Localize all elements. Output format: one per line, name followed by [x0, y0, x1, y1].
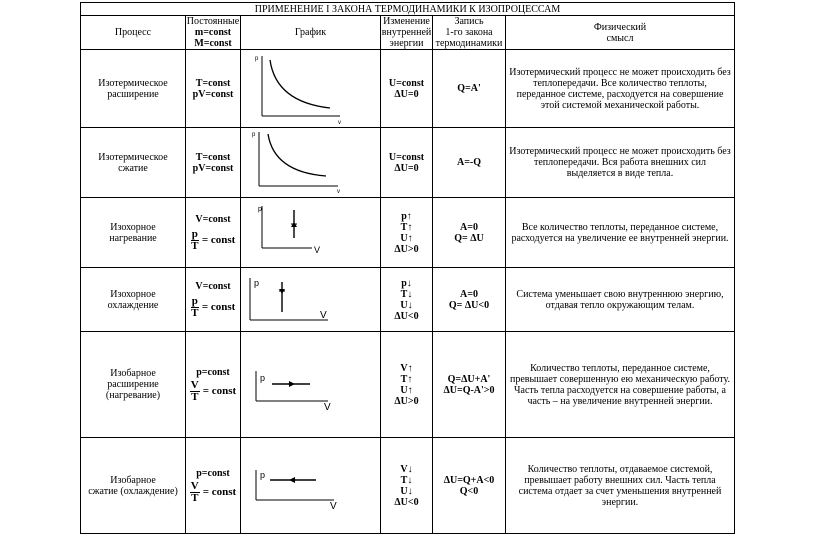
- constant-line: V=const: [195, 280, 231, 292]
- change-line: U↑: [400, 232, 413, 244]
- ratio-denominator: T: [191, 491, 199, 504]
- ratio-numerator: V: [190, 378, 199, 391]
- ratio-formula: [190, 481, 236, 504]
- header-change-line1: Изменение: [383, 16, 430, 27]
- constant-line: T=const: [195, 77, 231, 89]
- isochoric-cooling-graph: [242, 268, 380, 328]
- header-meaning: [506, 16, 735, 50]
- isotherm-expansion-graph: [242, 50, 380, 124]
- law-line: A=-Q: [456, 157, 482, 168]
- header-constants-line1: Постоянные: [186, 16, 240, 27]
- constant-line: V=const: [195, 213, 231, 225]
- process-line: Изохорное: [110, 288, 156, 300]
- change-line: T↑: [400, 373, 413, 385]
- ratio-formula: [191, 229, 236, 252]
- axis-v-label: V: [313, 245, 320, 255]
- header-record-line3: термодинамики: [435, 38, 503, 49]
- table-row: [81, 438, 735, 534]
- law-cell: [433, 128, 506, 198]
- table-row: [81, 50, 735, 128]
- meaning-cell: Изотермический процесс не может происходить без теплопередачи. Все количество теплоты, переданное системе, расходуется на совершение этой системой механической работы.: [506, 50, 735, 128]
- law-line: ΔU=Q-A'>0: [443, 384, 495, 396]
- isochoric-heating-graph: [242, 198, 380, 264]
- change-line: V↑: [400, 362, 413, 374]
- axis-v-label: V: [319, 310, 327, 321]
- header-record: [433, 16, 506, 50]
- change-line: ΔU<0: [394, 496, 419, 508]
- header-change-line3: энергии: [389, 38, 424, 49]
- axis-p-label: p: [259, 373, 265, 383]
- law-line: ΔU=Q+A<0: [443, 474, 495, 486]
- axis-p-label: p: [254, 56, 258, 62]
- process-line: охлаждение: [107, 299, 159, 311]
- process-line: расширение: [107, 379, 159, 390]
- meaning-cell: Количество теплоты, отдаваемое системой, превышает работу внешних сил. Часть тепла системa отдает за счет уменьшения внутренней энергии.: [506, 438, 735, 534]
- constant-line: p=const: [196, 467, 230, 479]
- process-line: сжатие (охлаждение): [88, 485, 178, 497]
- process-line: Изобарное: [110, 368, 156, 379]
- energy-change-cell: [381, 128, 433, 198]
- axis-p-label: p: [251, 132, 255, 138]
- process-cell: [81, 438, 186, 534]
- constant-line: pV=const: [192, 162, 234, 174]
- law-line: A=0: [460, 288, 478, 300]
- header-change-line2: внутренней: [381, 27, 432, 38]
- ratio-denominator: T: [191, 306, 199, 319]
- energy-change-cell: [381, 332, 433, 438]
- change-line: U=const: [388, 77, 425, 89]
- process-cell: [81, 198, 186, 268]
- ratio-rhs: = const: [202, 384, 237, 397]
- axis-p-label: p: [259, 470, 265, 480]
- law-cell: [433, 268, 506, 332]
- axis-v-label: v: [337, 120, 341, 124]
- law-line: Q= ΔU<0: [448, 299, 490, 311]
- process-cell: [81, 128, 186, 198]
- law-cell: [433, 50, 506, 128]
- change-line: U=const: [388, 151, 425, 163]
- change-line: T↓: [400, 474, 413, 486]
- change-line: p↓: [401, 277, 412, 289]
- header-graph: График: [241, 16, 381, 50]
- header-meaning-line1: Физический: [593, 21, 647, 33]
- header-constants-line2: m=const: [194, 27, 232, 38]
- law-cell: [433, 332, 506, 438]
- ratio-numerator: V: [190, 479, 199, 492]
- graph-cell: [241, 50, 381, 128]
- law-cell: [433, 198, 506, 268]
- law-line: Q= ΔU: [454, 232, 484, 244]
- table-title: ПРИМЕНЕНИЕ I ЗАКОНА ТЕРМОДИНАМИКИ К ИЗОПРОЦЕССАМ: [81, 3, 735, 16]
- table-row: [81, 128, 735, 198]
- change-line: p↑: [401, 210, 412, 222]
- meaning-cell: Изотермический процесс не может происходить без теплопередачи. Вся работа внешних сил выделяется в виде тепла.: [506, 128, 735, 198]
- energy-change-cell: [381, 268, 433, 332]
- graph-cell: [241, 198, 381, 268]
- constants-cell: [186, 50, 241, 128]
- axis-v-label: v: [336, 189, 340, 194]
- ratio-rhs: = const: [202, 485, 237, 498]
- ratio-formula: [190, 380, 236, 403]
- constants-cell: [186, 332, 241, 438]
- axis-p-label: p: [257, 206, 262, 213]
- process-cell: [81, 50, 186, 128]
- graph-cell: [241, 438, 381, 534]
- graph-cell: [241, 128, 381, 198]
- header-record-line1: Запись: [454, 16, 484, 27]
- process-line: Изотермическое: [98, 77, 168, 89]
- process-line: нагревание: [109, 232, 157, 244]
- process-cell: [81, 268, 186, 332]
- constants-cell: [186, 268, 241, 332]
- table-row: [81, 198, 735, 268]
- graph-cell: [241, 268, 381, 332]
- header-change: [381, 16, 433, 50]
- table-row: [81, 268, 735, 332]
- change-line: ΔU<0: [394, 310, 419, 322]
- law-line: A=0: [460, 221, 478, 233]
- ratio-denominator: T: [191, 239, 199, 252]
- table-row: [81, 332, 735, 438]
- process-line: Изобарное: [110, 474, 156, 486]
- process-cell: [81, 332, 186, 438]
- ratio-formula: [191, 296, 236, 319]
- process-line: расширение: [107, 88, 159, 100]
- ratio-rhs: = const: [201, 233, 236, 246]
- process-line: Изотермическое: [98, 151, 168, 163]
- process-line: Изохорное: [110, 221, 156, 233]
- law-line: Q=A': [457, 83, 481, 94]
- axis-p-label: p: [253, 278, 259, 288]
- graph-cell: [241, 332, 381, 438]
- law-line: Q=ΔU+A': [447, 373, 491, 385]
- header-record-line2: 1-го закона: [445, 27, 493, 38]
- header-meaning-line2: смысл: [606, 32, 634, 44]
- constant-line: pV=const: [192, 88, 234, 100]
- energy-change-cell: [381, 438, 433, 534]
- ratio-numerator: p: [191, 294, 198, 307]
- change-line: T↓: [400, 288, 413, 300]
- change-line: ΔU>0: [394, 243, 419, 255]
- ratio-denominator: T: [191, 390, 199, 403]
- isobaric-compression-graph: [242, 438, 380, 530]
- isotherm-compression-graph: [242, 128, 380, 194]
- change-line: ΔU=0: [394, 88, 419, 100]
- meaning-cell: Все количество теплоты, переданное системе, расходуется на увеличение ее внутренней энергии.: [506, 198, 735, 268]
- process-line: (нагревание): [105, 390, 161, 401]
- axis-v-label: V: [329, 501, 337, 512]
- change-line: U↓: [400, 299, 413, 311]
- energy-change-cell: [381, 50, 433, 128]
- constants-cell: [186, 438, 241, 534]
- change-line: U↑: [400, 384, 413, 396]
- change-line: U↓: [400, 485, 413, 497]
- ratio-rhs: = const: [201, 300, 236, 313]
- process-line: сжатие: [118, 162, 148, 174]
- law-line: Q<0: [459, 485, 479, 497]
- meaning-cell: Система уменьшает свою внутреннюю энергию, отдавая тепло окружающим телам.: [506, 268, 735, 332]
- isoprocess-table: [80, 2, 735, 534]
- header-constants-line3: M=const: [194, 38, 232, 49]
- axis-v-label: V: [323, 402, 331, 413]
- constants-cell: [186, 198, 241, 268]
- change-line: T↑: [400, 221, 413, 233]
- energy-change-cell: [381, 198, 433, 268]
- header-process: Процесс: [81, 16, 186, 50]
- change-line: ΔU=0: [394, 162, 419, 174]
- change-line: V↓: [400, 463, 413, 475]
- constants-cell: [186, 128, 241, 198]
- header-constants: [186, 16, 241, 50]
- constant-line: T=const: [195, 151, 231, 163]
- ratio-numerator: p: [191, 227, 198, 240]
- law-cell: [433, 438, 506, 534]
- constant-line: p=const: [196, 366, 230, 378]
- meaning-cell: Количество теплоты, переданное системе, превышает совершенную ею механическую работу. Часть тепла расходуется на совершение работы, а часть – на увеличение внутренней энергии.: [506, 332, 735, 438]
- change-line: ΔU>0: [394, 395, 419, 407]
- isobaric-expansion-graph: [242, 333, 380, 433]
